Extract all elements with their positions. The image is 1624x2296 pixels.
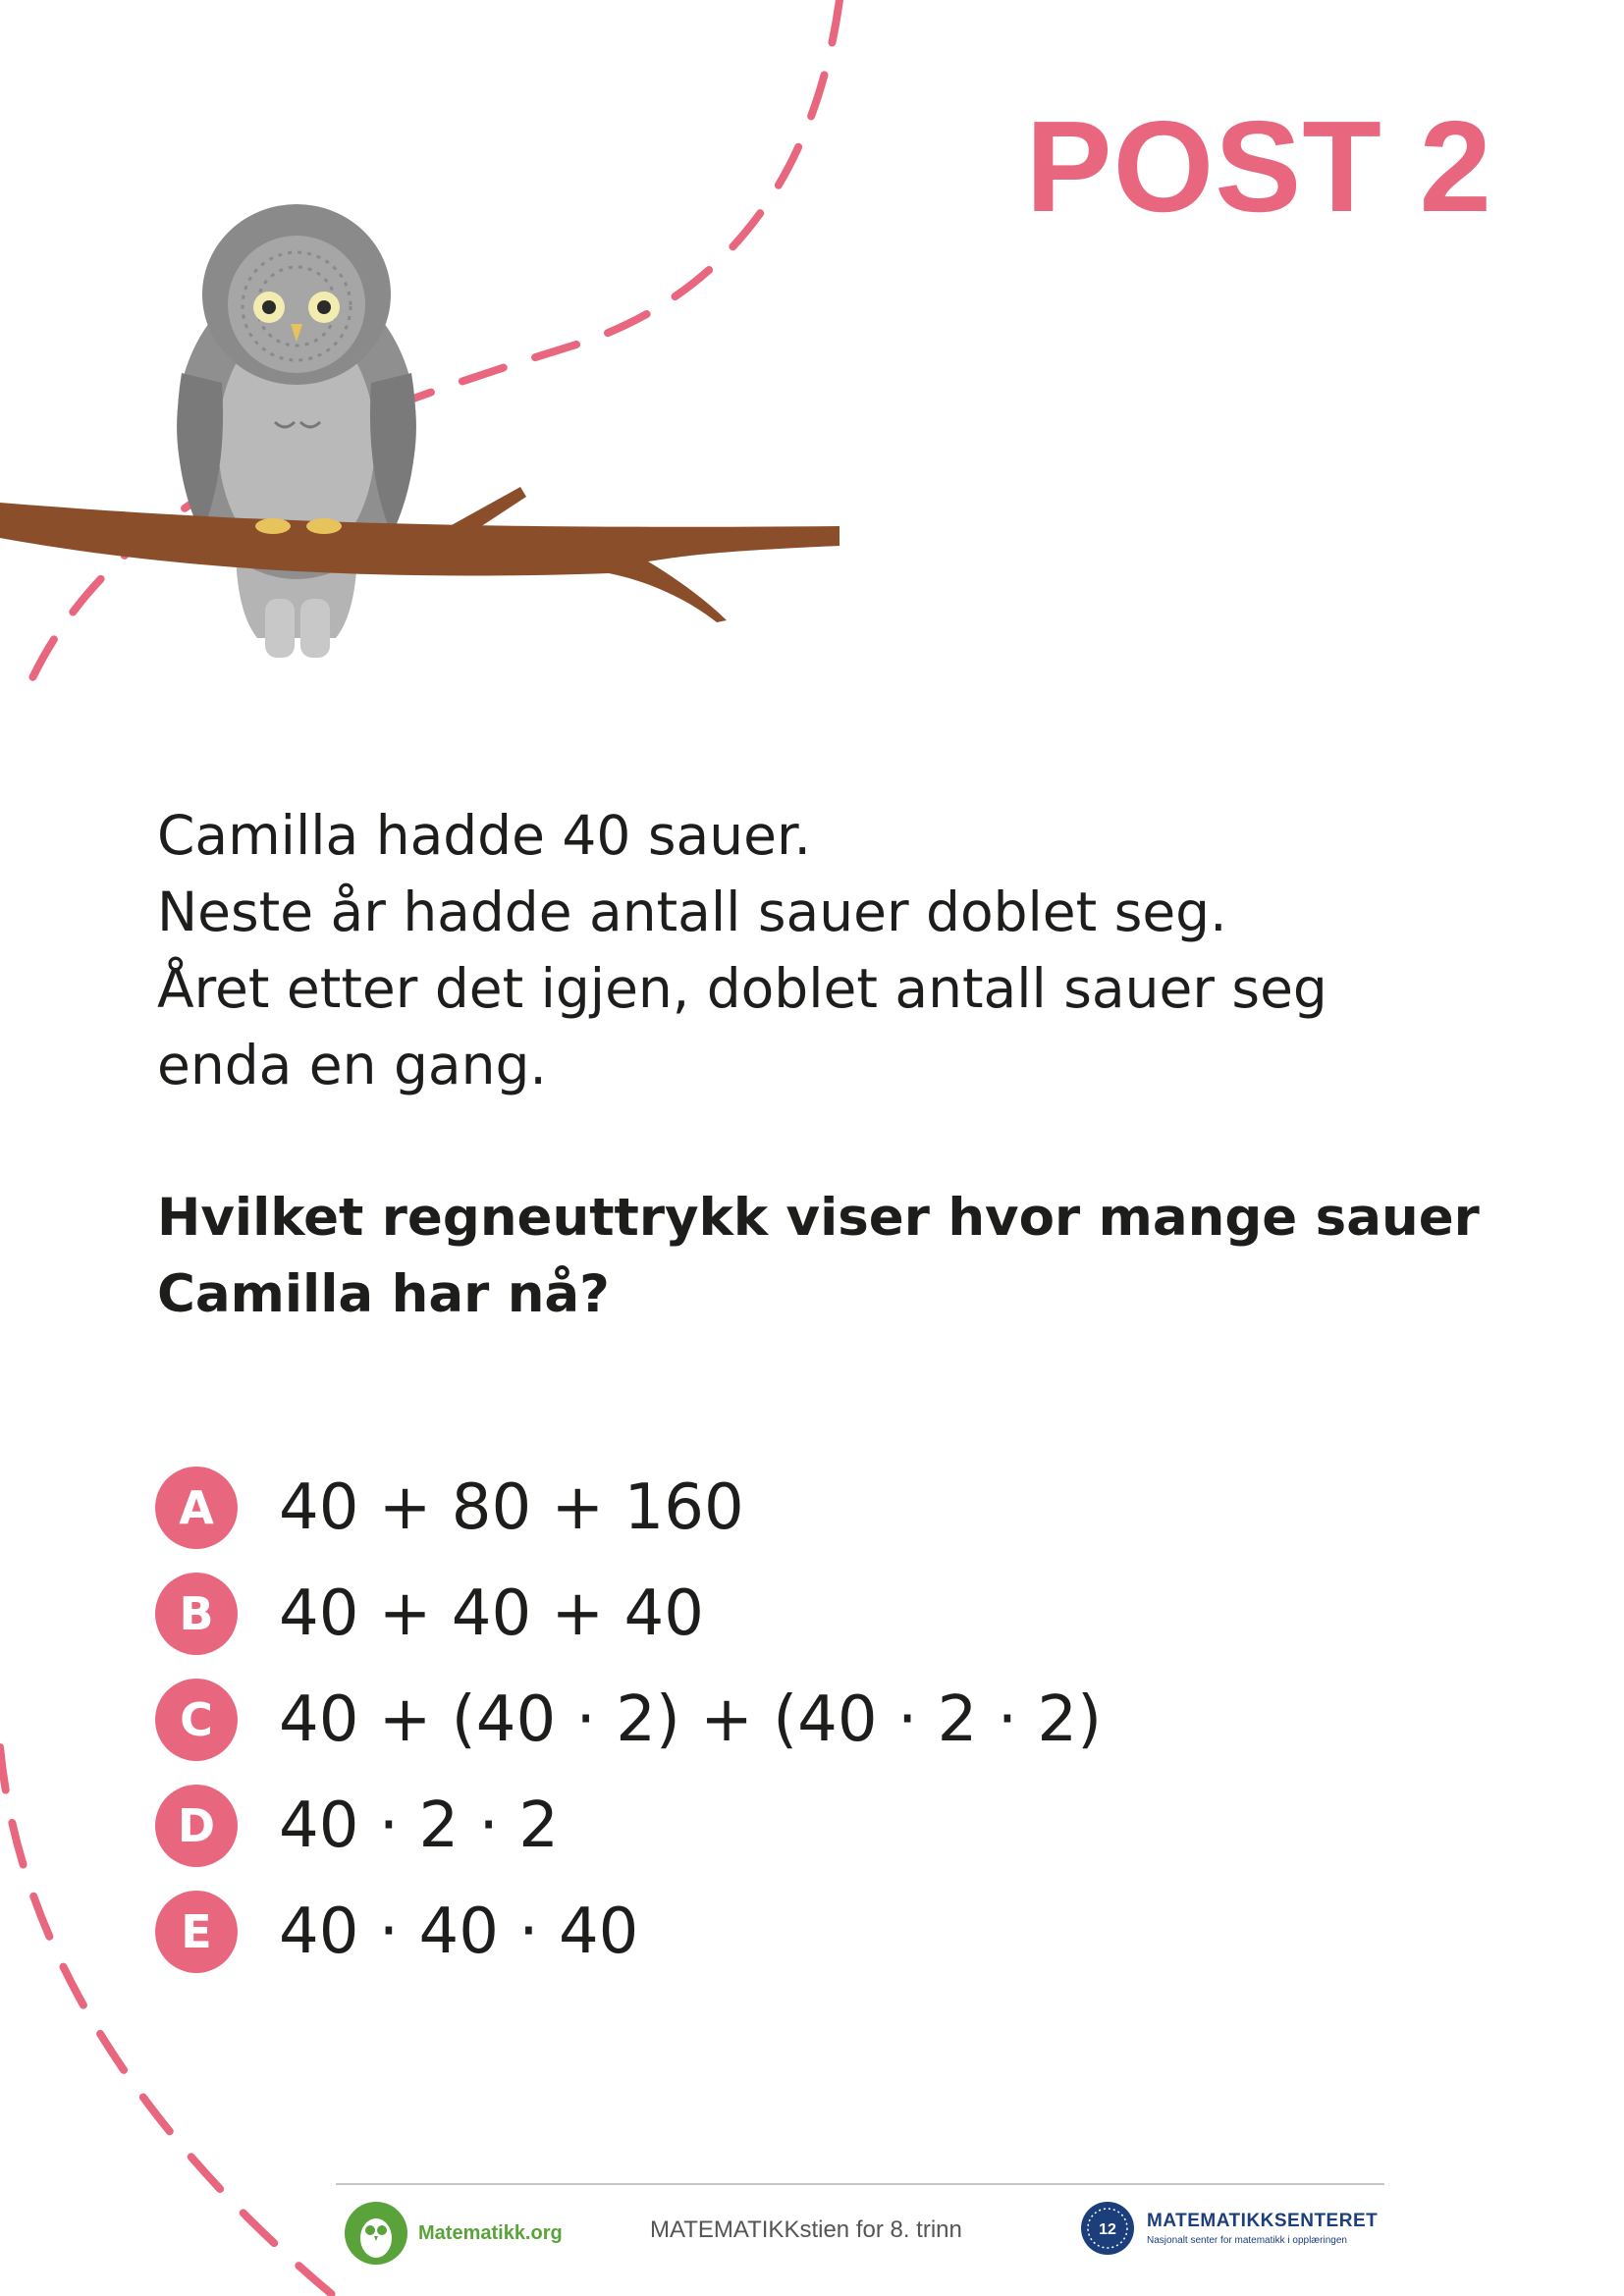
option-a[interactable]: [155, 1455, 1333, 1561]
post-title: POST 2: [1025, 94, 1492, 239]
question-line: Hvilket regneuttrykk viser hvor mange sauer: [157, 1188, 1480, 1248]
matematikksenteret-subtitle: Nasjonalt senter for matematikk i opplæringen: [1147, 2235, 1347, 2246]
option-letter-badge: B: [155, 1573, 238, 1655]
owl-on-branch-illustration: [0, 204, 839, 658]
option-expression: 40 · 40 · 40: [279, 1896, 639, 1968]
matematikksenteret-seal-icon: [1080, 2201, 1135, 2256]
matematikk-org-logo[interactable]: [344, 2201, 563, 2266]
matematikksenteret-name: MATEMATIKKSENTERET: [1147, 2211, 1379, 2231]
question: [157, 1180, 1492, 1333]
question-line: Camilla har nå?: [157, 1264, 610, 1324]
story-line: Neste år hadde antall sauer doblet seg.: [157, 881, 1227, 943]
story-text: [157, 797, 1473, 1103]
option-e[interactable]: [155, 1879, 1333, 1985]
option-d[interactable]: [155, 1773, 1333, 1879]
option-expression: 40 + 40 + 40: [279, 1577, 704, 1650]
matematikksenteret-logo[interactable]: [1080, 2201, 1378, 2256]
owl-logo-icon: [344, 2201, 408, 2266]
option-expression: 40 + (40 · 2) + (40 · 2 · 2): [279, 1683, 1103, 1756]
matematikk-org-text: Matematikk.org: [418, 2221, 563, 2244]
option-b[interactable]: [155, 1561, 1333, 1667]
option-expression: 40 · 2 · 2: [279, 1789, 559, 1862]
option-letter-badge: A: [155, 1467, 238, 1549]
story-line: Året etter det igjen, doblet antall sauer seg: [157, 957, 1327, 1020]
footer-center-text: MATEMATIKKstien for 8. trinn: [650, 2216, 962, 2243]
svg-text:12: 12: [1099, 2221, 1116, 2238]
story-line: Camilla hadde 40 sauer.: [157, 804, 811, 867]
option-letter-badge: D: [155, 1785, 238, 1867]
option-letter-badge: E: [155, 1891, 238, 1973]
option-c[interactable]: [155, 1667, 1333, 1773]
answer-options: [155, 1455, 1333, 1985]
story-line: enda en gang.: [157, 1034, 547, 1096]
option-letter-badge: C: [155, 1679, 238, 1761]
option-expression: 40 + 80 + 160: [279, 1471, 744, 1544]
dashed-path-upper: [20, 0, 839, 707]
footer-divider: [336, 2183, 1384, 2185]
